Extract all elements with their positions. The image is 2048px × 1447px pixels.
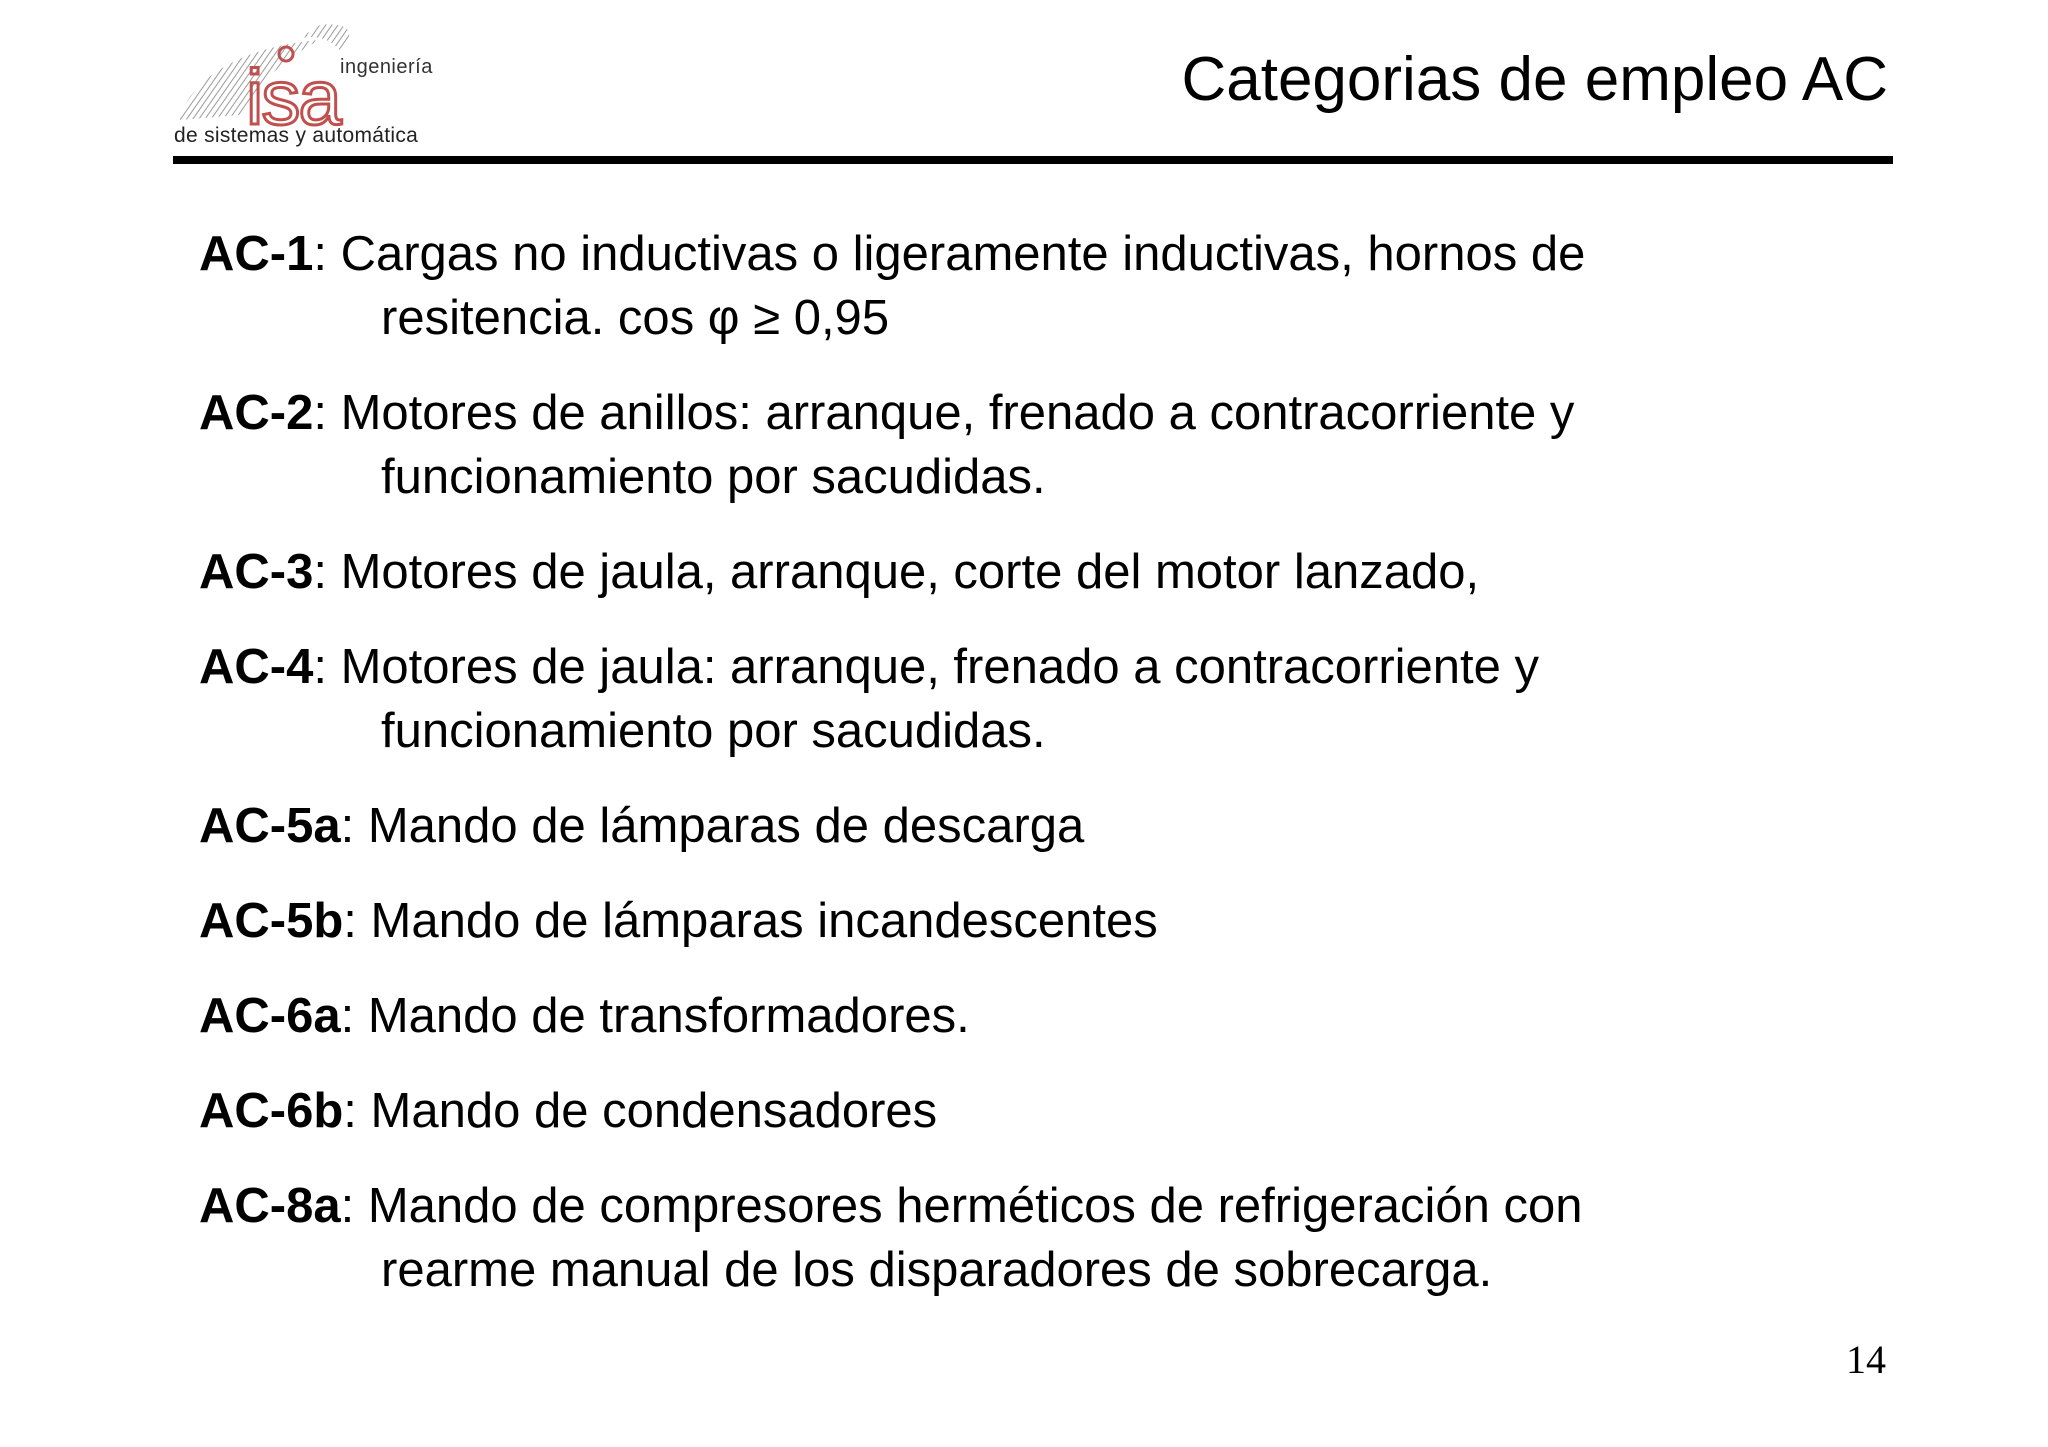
slide-title: Categorias de empleo AC — [1181, 45, 1888, 114]
category-continuation: rearme manual de los disparadores de sobrecarga. — [381, 1243, 1493, 1297]
logo-top-text: ingeniería — [340, 56, 433, 78]
title-divider — [173, 156, 1893, 164]
category-description: : Mando de transformadores. — [340, 989, 970, 1043]
category-item-ac6a — [199, 984, 1839, 1048]
category-code: AC-6b — [199, 1084, 344, 1138]
category-description: : Mando de lámparas de descarga — [340, 799, 1085, 853]
category-description: : Mando de lámparas incandescentes — [343, 894, 1158, 948]
category-code: AC-6a — [199, 989, 341, 1043]
category-code: AC-5a — [199, 799, 341, 853]
category-item-ac6b — [199, 1079, 1839, 1143]
category-item-ac2 — [199, 381, 1839, 509]
category-code: AC-2 — [199, 386, 314, 440]
category-description: : Motores de anillos: arranque, frenado a contracorriente y — [313, 386, 1575, 440]
category-description: : Mando de condensadores — [343, 1084, 938, 1138]
category-item-ac5b — [199, 889, 1839, 953]
category-list — [199, 222, 1839, 1333]
category-description: : Motores de jaula: arranque, frenado a contracorriente y — [313, 640, 1540, 694]
isa-logo — [170, 20, 450, 150]
category-item-ac8a — [199, 1174, 1839, 1302]
category-item-ac1 — [199, 222, 1839, 350]
category-item-ac4 — [199, 635, 1839, 763]
category-item-ac5a — [199, 794, 1839, 858]
category-continuation: resitencia. cos φ ≥ 0,95 — [381, 291, 890, 345]
category-description: : Cargas no inductivas o ligeramente inductivas, hornos de — [313, 227, 1586, 281]
category-code: AC-5b — [199, 894, 344, 948]
logo-mark-text: isa — [246, 53, 340, 141]
category-continuation: funcionamiento por sacudidas. — [381, 450, 1046, 504]
category-description: : Mando de compresores herméticos de refrigeración con — [340, 1179, 1583, 1233]
logo-bottom-text: de sistemas y automática — [174, 124, 419, 147]
category-code: AC-8a — [199, 1179, 341, 1233]
category-code: AC-3 — [199, 545, 314, 599]
category-item-ac3 — [199, 540, 1839, 604]
page-number: 14 — [1846, 1337, 1886, 1382]
category-code: AC-4 — [199, 640, 314, 694]
category-continuation: funcionamiento por sacudidas. — [381, 704, 1046, 758]
category-code: AC-1 — [199, 227, 314, 281]
category-description: : Motores de jaula, arranque, corte del motor lanzado, — [313, 545, 1480, 599]
